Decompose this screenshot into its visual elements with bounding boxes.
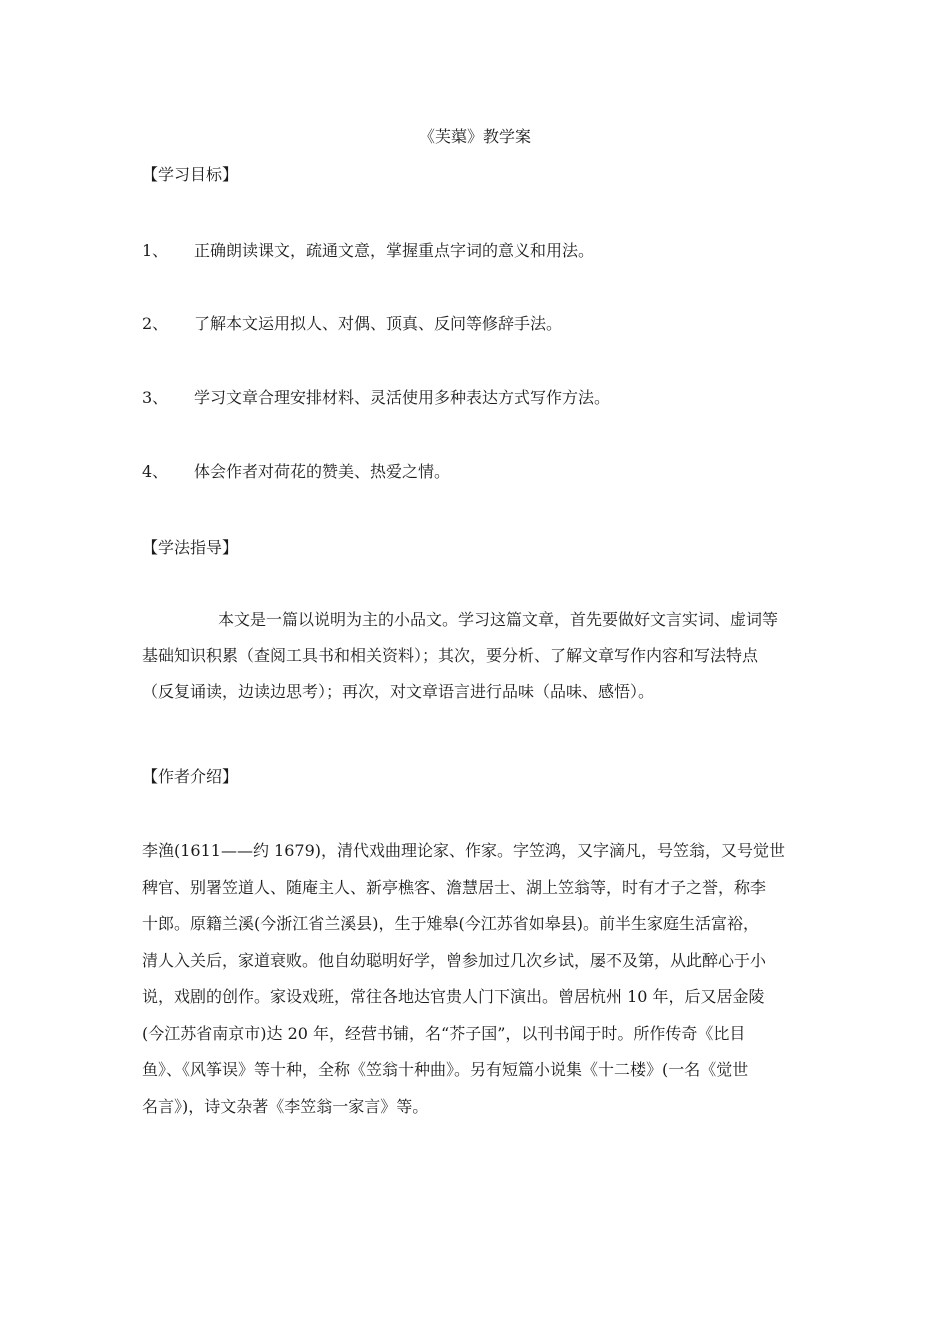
- objective-number: 1、: [142, 241, 169, 260]
- paragraph-line: 鱼》、《风筝误》等十种，全称《笠翁十种曲》。另有短篇小说集《十二楼》(一名《觉世: [142, 1060, 749, 1079]
- method-heading: 【学法指导】: [142, 538, 239, 557]
- objective-number: 4、: [142, 462, 169, 481]
- paragraph-line: 稗官、别署笠道人、随庵主人、新亭樵客、澹慧居士、湖上笠翁等，时有才子之誉，称李: [142, 877, 767, 897]
- objective-item: [142, 314, 562, 334]
- objective-item: [142, 462, 450, 482]
- method-paragraph: [142, 602, 812, 710]
- paragraph-line: (今江苏省南京市)达 20 年，经营书铺，名“芥子国”，以刊书闻于时。所作传奇《比目: [142, 1023, 746, 1043]
- paragraph-line: 李渔(1611——约 1679)，清代戏曲理论家、作家。字笠鸿，又字滴凡，号笠翁，又号觉世: [142, 841, 786, 860]
- author-heading: 【作者介绍】: [142, 767, 239, 786]
- paragraph-line: 名言》)，诗文杂著《李笠翁一家言》等。: [142, 1096, 429, 1116]
- objective-item: [142, 388, 610, 408]
- paragraph-line: （反复诵读，边读边思考）；再次，对文章语言进行品味（品味、感悟）。: [142, 682, 655, 701]
- paragraph-line: 基础知识积累（查阅工具书和相关资料）；其次，要分析、了解文章写作内容和写法特点: [142, 646, 759, 665]
- objectives-heading: 【学习目标】: [142, 165, 239, 184]
- author-paragraph: [142, 833, 812, 1125]
- objective-number: 3、: [142, 388, 169, 407]
- document-title: 《芙蕖》教学案: [418, 127, 531, 146]
- objective-number: 2、: [142, 314, 169, 333]
- objective-text: 学习文章合理安排材料、灵活使用多种表达方式写作方法。: [194, 388, 611, 407]
- objective-text: 体会作者对荷花的赞美、热爱之情。: [194, 462, 451, 481]
- objective-item: [142, 241, 594, 261]
- paragraph-line: 十郎。原籍兰溪(今浙江省兰溪县)，生于雉皋(今江苏省如皋县)。前半生家庭生活富裕，: [142, 914, 759, 933]
- objective-text: 了解本文运用拟人、对偶、顶真、反问等修辞手法。: [194, 314, 563, 333]
- objective-text: 正确朗读课文，疏通文意，掌握重点字词的意义和用法。: [194, 241, 595, 260]
- paragraph-line: 说，戏剧的创作。家设戏班，常往各地达官贵人门下演出。曾居杭州 10 年，后又居金陵: [142, 987, 765, 1006]
- paragraph-line: 本文是一篇以说明为主的小品文。学习这篇文章，首先要做好文言实词、虚词等: [218, 610, 779, 629]
- paragraph-line: 清人入关后，家道衰败。他自幼聪明好学，曾参加过几次乡试，屡不及第，从此醉心于小: [142, 950, 767, 970]
